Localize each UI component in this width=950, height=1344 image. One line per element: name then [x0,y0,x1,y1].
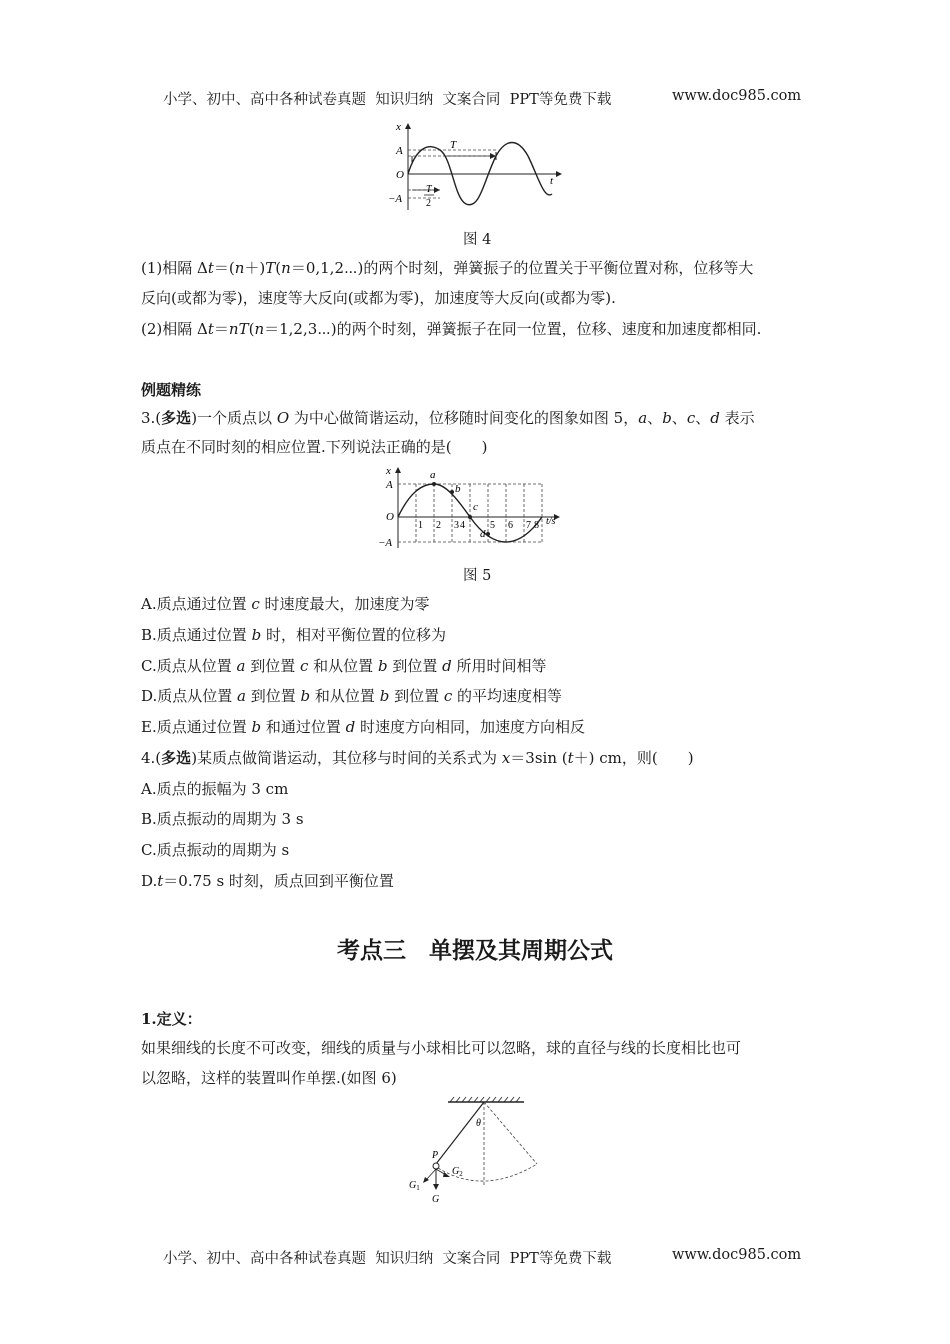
fig4-t-label: t [550,175,554,187]
fig5-A-label: A [386,479,393,491]
fig4-negA-label: −A [388,193,403,205]
figure-4-sine-graph [388,120,568,216]
fig5-O-label: O [386,511,394,523]
definition-line2: 以忽略，这样的装置叫作单摆.(如图 6) [141,1069,397,1087]
q3-option-a: A.质点通过位置 c 时速度最大，加速度为零 [141,595,430,613]
figure-4-caption: 图 4 [463,232,492,248]
fig5-tick-8: 8 [534,520,539,531]
fig5-point-a [432,482,436,486]
fig5-label-d: d [480,528,486,540]
fig6-bob [433,1163,439,1169]
fig5-point-b [450,490,454,494]
fig4-halfT-num: T [426,184,432,195]
fig6-string [436,1102,484,1164]
header-url: www.doc985.com [672,88,802,104]
q3-option-e: E.质点通过位置 b 和通过位置 d 时速度方向相同，加速度方向相反 [141,718,586,736]
fig5-x-label: x [386,465,391,477]
footer-text: 小学、初中、高中各种试卷真题 知识归纳 文案合同 PPT等免费下载 [163,1251,612,1267]
fig5-tick-7: 7 [526,520,531,531]
footer-url: www.doc985.com [672,1247,802,1263]
fig5-tick-3: 3 [454,520,459,531]
figure-5-caption: 图 5 [463,568,492,584]
fig5-tick-6: 6 [508,520,513,531]
figure-5-displacement-graph [368,464,568,552]
q4-option-b: B.质点振动的周期为 3 s [141,810,304,828]
fig5-sine-curve [398,484,542,542]
fig6-G1: $G_1$ [409,1180,420,1192]
fig5-point-c [468,515,472,519]
fig6-G2: $G_2$ [452,1166,463,1178]
fig5-tick-5: 5 [490,520,495,531]
fig5-label-a: a [430,469,436,481]
fig5-ts-label: t/s [546,516,556,527]
para1-line1: (1)相隔 Δt＝(n＋)T(n＝0,1,2⋯)的两个时刻，弹簧振子的位置关于平衡位置对称，位移等大 [141,259,754,277]
fig4-halfT-den: 2 [426,198,431,209]
q3-option-d: D.质点从位置 a 到位置 b 和从位置 b 到位置 c 的平均速度相等 [141,687,563,705]
fig5-point-d [486,532,490,536]
fig4-T-label: T [450,139,457,151]
q3-line1: 3.(多选)一个质点以 O 为中心做简谐运动，位移随时间变化的图象如图 5，a、b、c、d 表示 [141,409,755,427]
fig5-tick-1: 1 [418,520,423,531]
q3-option-c: C.质点从位置 a 到位置 c 和从位置 b 到位置 d 所用时间相等 [141,657,547,675]
header-text: 小学、初中、高中各种试卷真题 知识归纳 文案合同 PPT等免费下载 [163,92,612,108]
para1-line3: (2)相隔 Δt＝nT(n＝1,2,3⋯)的两个时刻，弹簧振子在同一位置，位移、速度和加速度都相同. [141,320,762,338]
q4-option-d: D.t＝0.75 s 时刻，质点回到平衡位置 [141,872,394,890]
para1-line2: 反向(或都为零)，速度等大反向(或都为零)，加速度等大反向(或都为零). [141,289,616,307]
q4-option-c: C.质点振动的周期为 s [141,841,290,859]
q3-option-b: B.质点通过位置 b 时，相对平衡位置的位移为 [141,626,446,644]
fig6-theta: θ [476,1118,481,1129]
q4-line1: 4.(多选)某质点做简谐运动，其位移与时间的关系式为 x＝3sin (t＋) cm，则( ) [141,749,694,767]
fig5-negA-label: −A [378,537,393,549]
figure-6-pendulum [404,1096,544,1208]
fig5-label-c: c [473,501,478,513]
section-heading: 考点三 单摆及其周期公式 [337,938,613,964]
fig4-x-label: x [396,121,401,133]
fig5-label-b: b [455,483,461,495]
definition-title: 1.定义： [141,1010,202,1028]
q3-line2: 质点在不同时刻的相应位置.下列说法正确的是( ) [141,438,488,456]
q4-option-a: A.质点的振幅为 3 cm [141,780,289,798]
example-heading: 例题精练 [141,381,202,399]
fig6-P: P [432,1150,439,1161]
fig5-tick-4: 4 [460,520,465,531]
definition-line1: 如果细线的长度不可改变，细线的质量与小球相比可以忽略，球的直径与线的长度相比也可 [141,1039,742,1057]
fig4-A-label: A [396,145,403,157]
fig4-O-label: O [396,169,404,181]
fig6-G: G [432,1194,440,1205]
fig5-tick-2: 2 [436,520,441,531]
